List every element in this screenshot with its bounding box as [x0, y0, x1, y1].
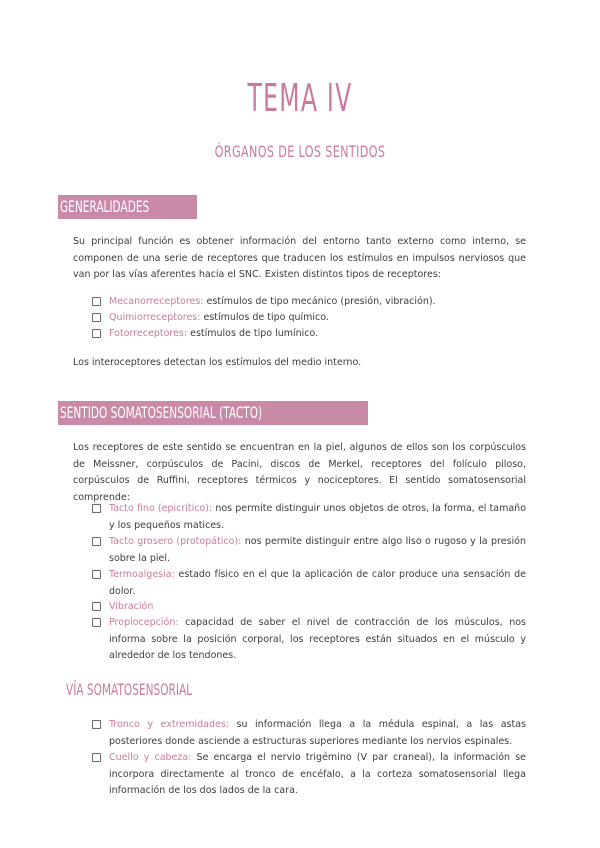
item-term: Tronco y extremidades:	[109, 719, 229, 730]
item-term: Vibración	[109, 601, 154, 612]
item-text: nos permite distinguir entre algo liso o rugoso y la presión sobre la piel.	[109, 536, 526, 564]
item-text: estado físico en el que la aplicación de calor produce una sensación de dolor.	[109, 569, 526, 597]
item-text: estímulos de tipo mecánico (presión, vibración).	[203, 296, 436, 307]
item-term: Tacto fino (epicrítico):	[109, 503, 213, 514]
item-term: Termoalgesia:	[109, 569, 175, 580]
checkbox-icon[interactable]	[92, 313, 101, 322]
item-text: estímulos de tipo químico.	[200, 312, 329, 323]
item-term: Cuello y cabeza:	[109, 752, 192, 763]
item-text: estímulos de tipo lumínico.	[187, 328, 319, 339]
list-item	[92, 294, 526, 311]
page-title: TEMA IV	[247, 76, 353, 120]
list-item	[92, 534, 526, 567]
checkbox-icon[interactable]	[92, 618, 101, 627]
item-term: Fotorreceptores:	[109, 328, 188, 339]
item-term: Propiocepción:	[109, 617, 179, 628]
item-text: Se encarga el nervio trigémino (V par craneal), la información se incorpora directamente al tronco de encéfalo, a la corteza somatosensorial llega información de los dos lados de la cara.	[109, 752, 526, 797]
list-item	[92, 615, 526, 665]
item-term: Tacto grosero (protopático):	[109, 536, 242, 547]
list-item	[92, 326, 526, 343]
checkbox-icon[interactable]	[92, 537, 101, 546]
page-subtitle: ÓRGANOS DE LOS SENTIDOS	[214, 142, 386, 161]
section-heading-tacto: SENTIDO SOMATOSENSORIAL (TACTO)	[58, 401, 368, 425]
list-item	[92, 599, 526, 616]
list-item	[92, 501, 526, 534]
checkbox-icon[interactable]	[92, 753, 101, 762]
checkbox-icon[interactable]	[92, 504, 101, 513]
list-item	[92, 567, 526, 600]
section-note: Los interoceptores detectan los estímulos del medio interno.	[73, 357, 362, 368]
checkbox-icon[interactable]	[92, 297, 101, 306]
list-item	[92, 717, 526, 750]
section-heading-via: VÍA SOMATOSENSORIAL	[66, 680, 193, 699]
list-item	[92, 750, 526, 800]
checkbox-icon[interactable]	[92, 720, 101, 729]
section-paragraph: Los receptores de este sentido se encuentran en la piel, algunos de ellos son los corpúsculos de Meissner, corpúsculos de Pacini, discos de Merkel, receptores del folículo piloso, corpúsculos de Ruffini, receptores térmicos y nociceptores. El sentido somatosensorial comprende:	[73, 442, 526, 503]
checkbox-icon[interactable]	[92, 329, 101, 338]
item-term: Quimiorreceptores:	[109, 312, 201, 323]
checkbox-icon[interactable]	[92, 570, 101, 579]
item-term: Mecanorreceptores:	[109, 296, 204, 307]
item-text: nos permite distinguir unos objetos de otros, la forma, el tamaño y los pequeños matices.	[109, 503, 527, 531]
list-item	[92, 310, 526, 327]
section-heading-generalidades: GENERALIDADES	[58, 195, 197, 219]
item-text: su información llega a la médula espinal, a las astas posteriores donde asciende a estructuras superiores mediante los nervios espinales.	[109, 719, 526, 747]
checkbox-icon[interactable]	[92, 602, 101, 611]
item-text: capacidad de saber el nivel de contracción de los músculos, nos informa sobre la posición corporal, los receptores están situados en el músculo y alrededor de los tendones.	[109, 617, 526, 662]
section-paragraph: Su principal función es obtener información del entorno tanto externo como interno, se componen de una serie de receptores que traducen los estímulos en impulsos nerviosos que van por las vías aferentes hacia el SNC. Existen distintos tipos de receptores:	[73, 236, 526, 281]
